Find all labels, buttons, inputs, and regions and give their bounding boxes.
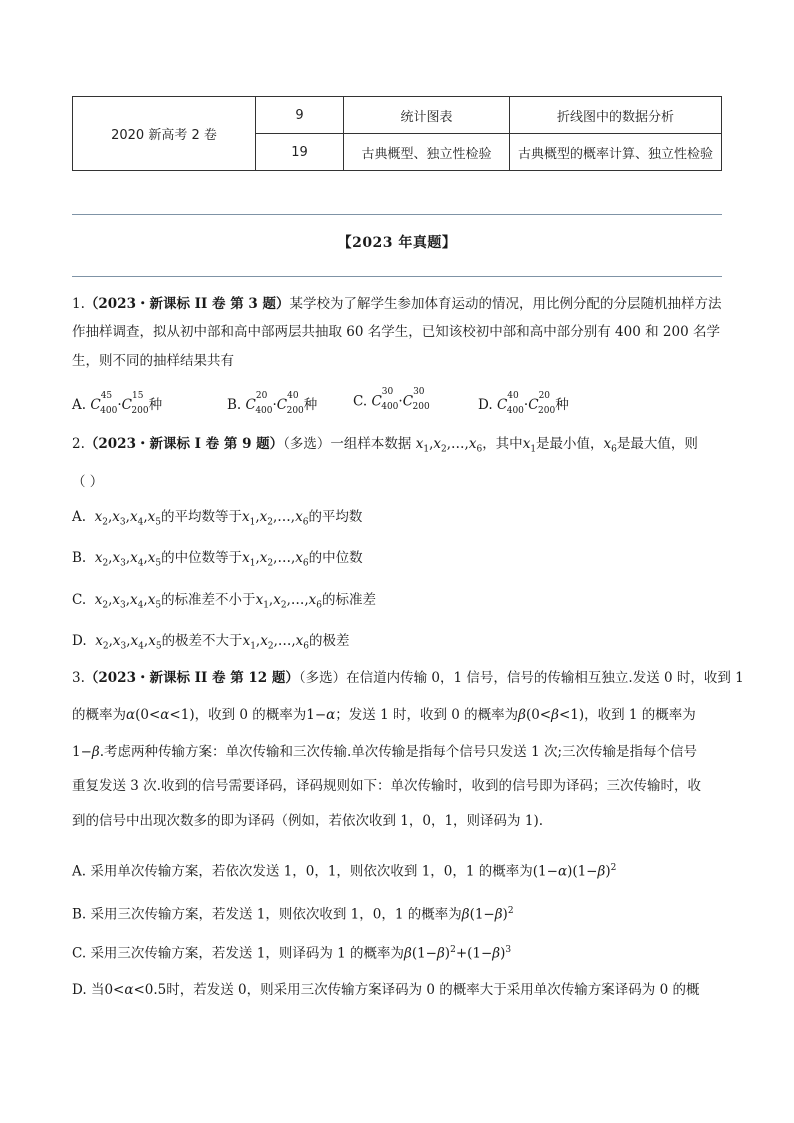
q2-stem: 2.（2023・新课标 I 卷 第 9 题）（多选）一组样本数据 $x_1,x_2,\dots,x_6$，其中$x_1$是最小值，$x_6$是最大值，则	[72, 436, 698, 455]
q1-line1	[72, 294, 724, 314]
q2-option-c[interactable]: C. $x_2,x_3,x_4,x_5$的标准差不小于$x_1,x_2,\dots,x_6$的标准差	[72, 592, 377, 611]
q2-option-d[interactable]: D. $x_2,x_3,x_4,x_5$的极差不大于$x_1,x_2,\dots,x_6$的极差	[72, 633, 350, 652]
topic-cell: 古典概型、独立性检验	[344, 134, 510, 171]
divider-top	[72, 214, 722, 215]
q1-source: （2023・新课标 II 卷 第 3 题）	[84, 296, 290, 312]
exam-cell: 2020 新高考 2 卷	[73, 97, 256, 171]
q1-line2: 作抽样调查，拟从初中部和高中部两层共抽取 60 名学生，已知该校初中部和高中部分别有 400 和 200 名学	[72, 324, 720, 340]
q1-stem: 某学校为了解学生参加体育运动的情况，用比例分配的分层随机抽样方法	[289, 296, 722, 312]
q3-line2: 的概率为α(0<α<1)，收到 0 的概率为1−α；发送 1 时，收到 0 的概率为β(0<β<1)，收到 1 的概率为	[72, 707, 696, 723]
q2-option-b[interactable]: B. $x_2,x_3,x_4,x_5$的中位数等于$x_1,x_2,\dots,x_6$的中位数	[72, 550, 363, 569]
q3-option-d[interactable]: D. 当0<α<0.5时，若发送 0，则采用三次传输方案译码为 0 的概率大于采用单次传输方案译码为 0 的概	[72, 982, 700, 998]
detail-cell: 古典概型的概率计算、独立性检验	[510, 134, 722, 171]
section-heading: 【2023 年真题】	[337, 235, 457, 251]
q1-option-d[interactable]: D. $C^{40}_{400}\cdot C^{20}_{200}$种	[478, 390, 569, 416]
q3-line5: 到的信号中出现次数多的即为译码（例如，若依次收到 1，0，1，则译码为 1).	[72, 813, 543, 829]
question-number-cell: 9	[256, 97, 344, 134]
table-row	[73, 97, 722, 134]
summary-table	[72, 96, 722, 171]
q2-paren: （ ）	[72, 474, 104, 490]
detail-cell: 折线图中的数据分析	[510, 97, 722, 134]
q3-option-b[interactable]: B. 采用三次传输方案，若发送 1，则依次收到 1，0，1 的概率为$\beta(1-\beta)^2$	[72, 906, 514, 923]
q1-option-c[interactable]: C. $C^{30}_{400}\cdot C^{30}_{200}$	[353, 387, 430, 413]
q1-line3: 生，则不同的抽样结果共有	[72, 353, 234, 369]
q3-option-c[interactable]: C. 采用三次传输方案，若发送 1，则译码为 1 的概率为$\beta(1-\beta)^2+(1-\beta)^3$	[72, 945, 512, 962]
q3-line3: 1−β.考虑两种传输方案：单次传输和三次传输.单次传输是指每个信号只发送 1 次;三次传输是指每个信号	[72, 744, 698, 760]
q1-option-b[interactable]: B. $C^{20}_{400}\cdot C^{40}_{200}$种	[227, 390, 318, 416]
q3-option-a[interactable]: A. 采用单次传输方案，若依次发送 1，0，1，则依次收到 1，0，1 的概率为$(1-\alpha)(1-\beta)^2$	[72, 863, 617, 880]
divider-bottom	[72, 276, 722, 277]
question-number-cell: 19	[256, 134, 344, 171]
q1-option-a[interactable]: A. $C^{45}_{400}\cdot C^{15}_{200}$种	[72, 390, 163, 416]
q3-line4: 重复发送 3 次.收到的信号需要译码，译码规则如下：单次传输时，收到的信号即为译码；三次传输时，收	[72, 778, 701, 794]
q2-option-a[interactable]: A. $x_2,x_3,x_4,x_5$的平均数等于$x_1,x_2,\dots,x_6$的平均数	[72, 509, 363, 528]
q1-options	[72, 387, 722, 416]
topic-cell: 统计图表	[344, 97, 510, 134]
q1-number: 1.	[72, 296, 85, 312]
q3-line1: 3.（2023・新课标 II 卷 第 12 题）（多选）在信道内传输 0，1 信号，信号的传输相互独立.发送 0 时，收到 1	[72, 670, 744, 686]
